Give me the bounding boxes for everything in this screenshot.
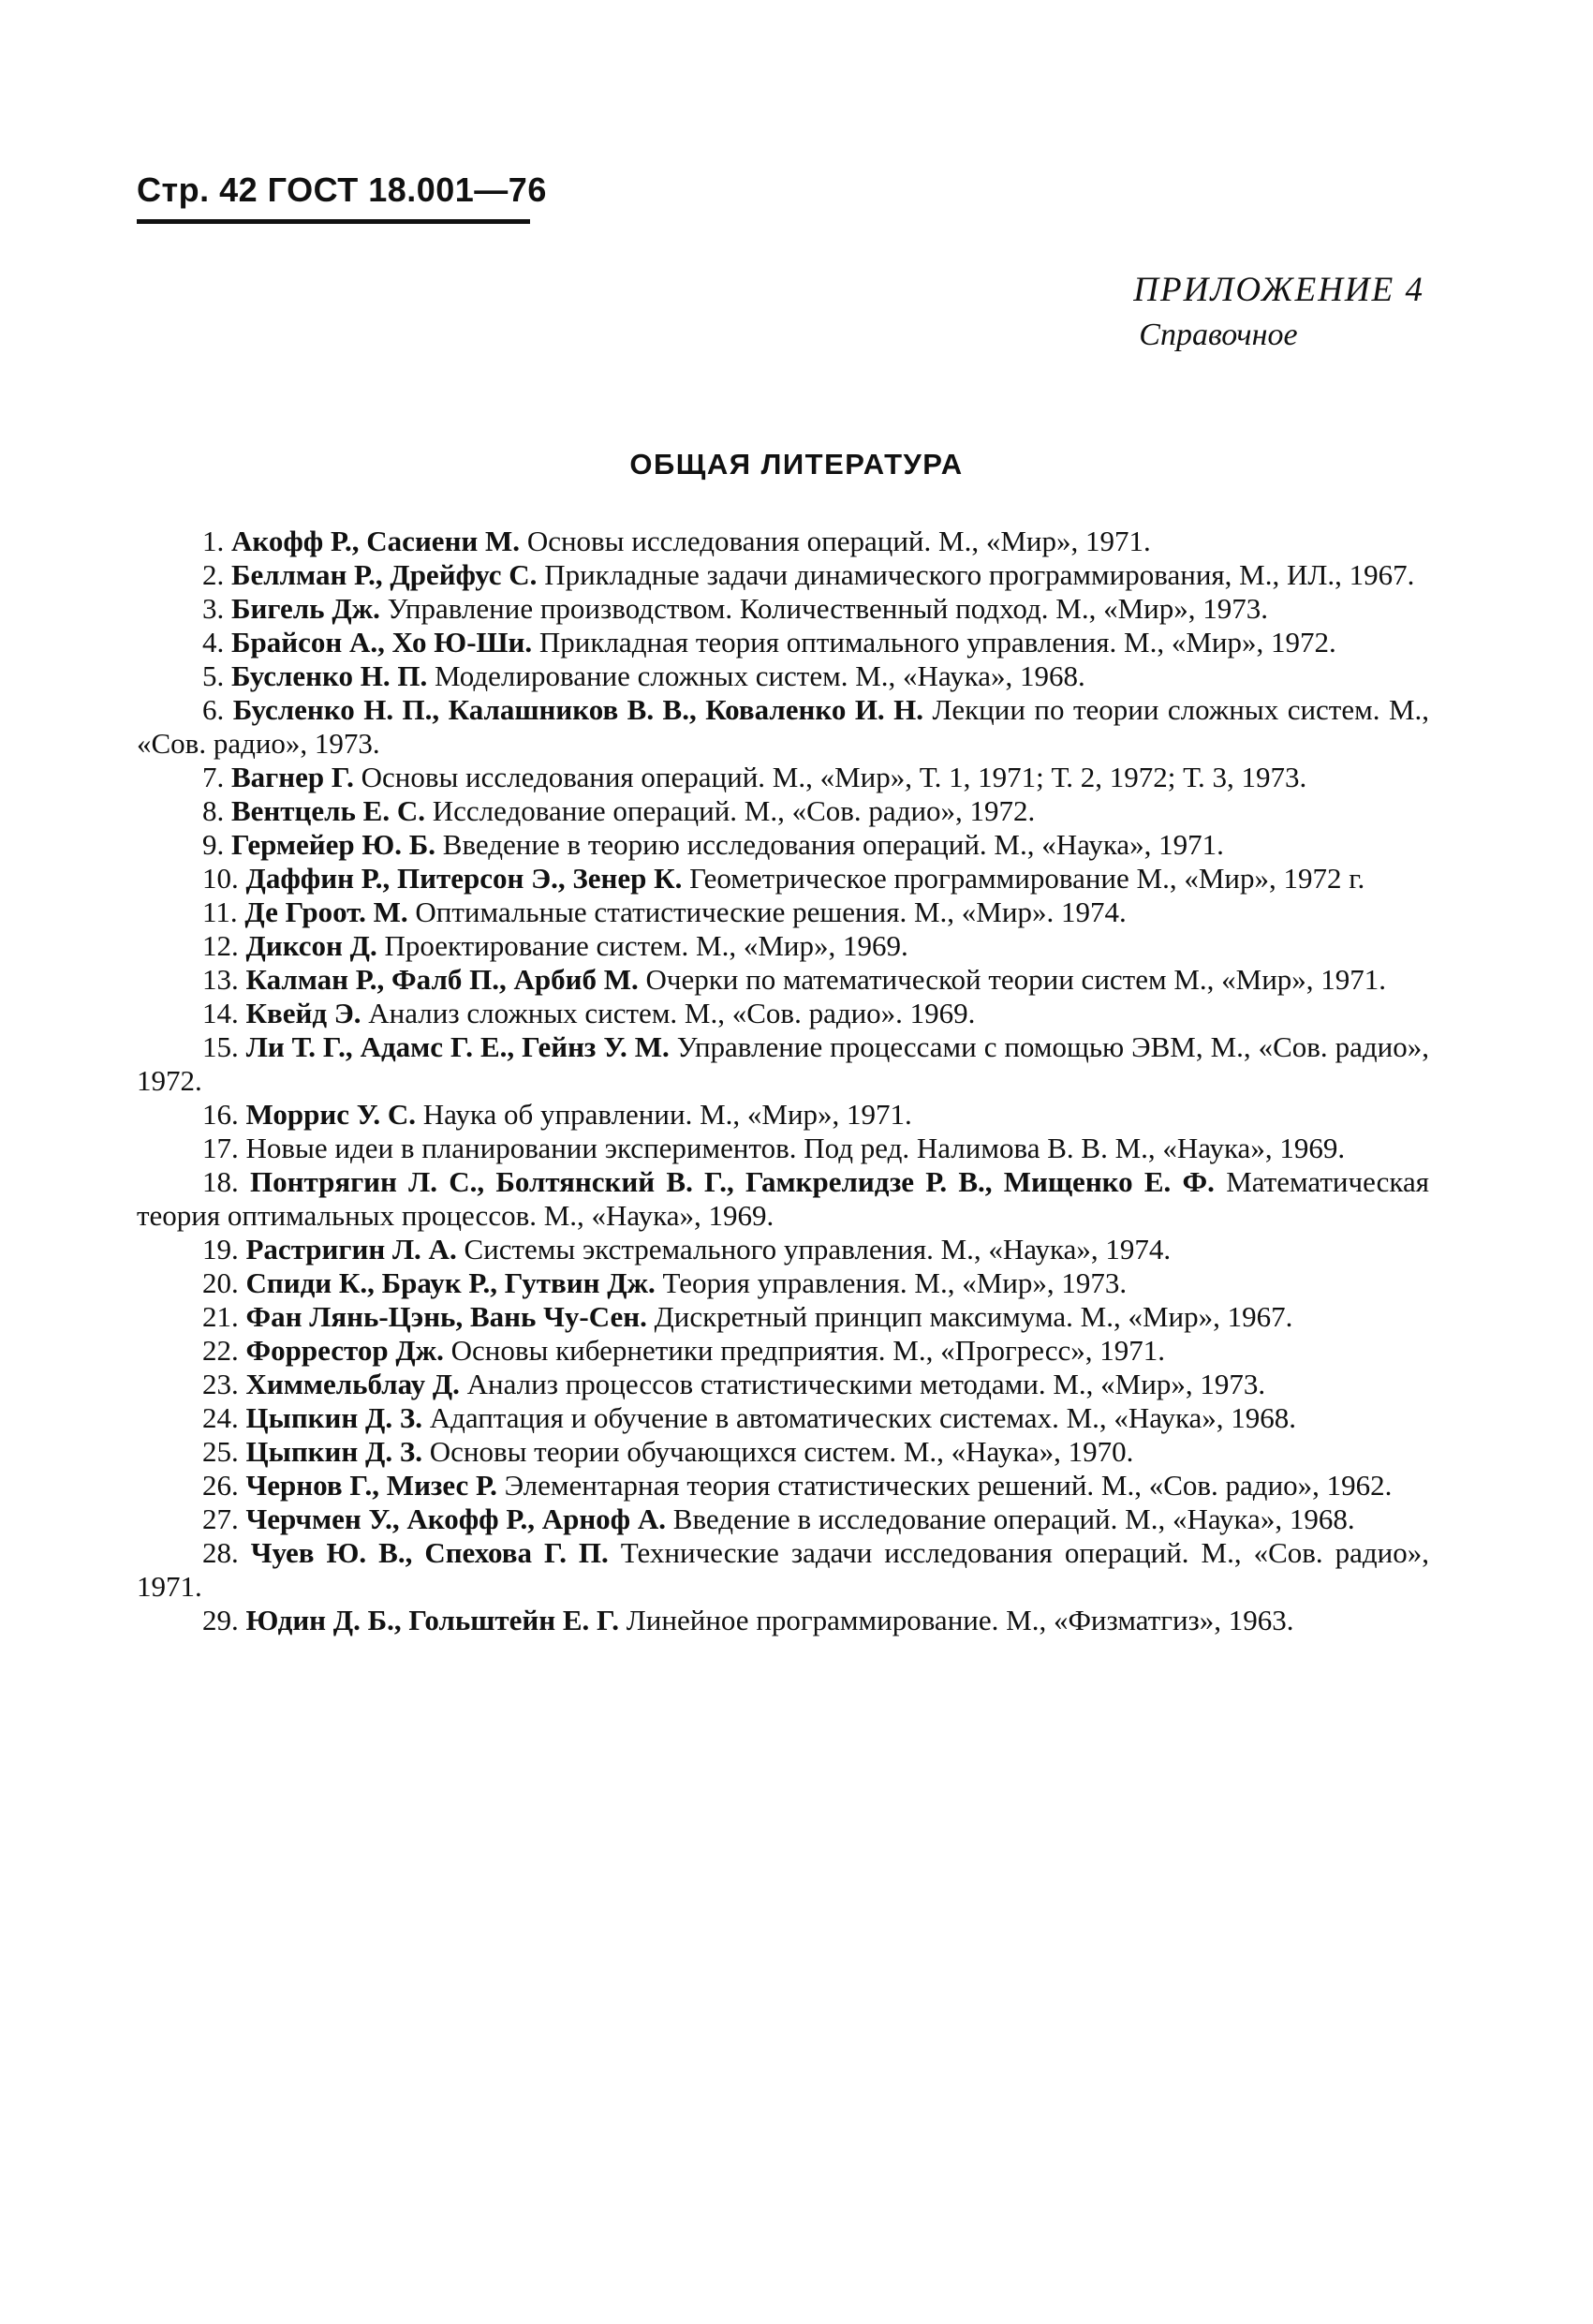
reference-item (137, 1536, 1429, 1604)
reference-item (137, 626, 1429, 659)
reference-item (137, 862, 1429, 896)
reference-text: Основы исследования операций. М., «Мир», 1971. (526, 525, 1151, 557)
reference-authors: Понтрягин Л. С., Болтянский В. Г., Гамкрелидзе Р. В., Мищенко Е. Ф. (250, 1165, 1215, 1198)
section-title: ОБЩАЯ ЛИТЕРАТУРА (629, 448, 964, 481)
reference-number: 15. (202, 1030, 239, 1063)
reference-item (137, 1604, 1429, 1637)
reference-number: 5. (202, 659, 225, 692)
reference-authors: Беллман Р., Дрейфус С. (231, 558, 538, 591)
reference-authors: Химмельблау Д. (245, 1368, 460, 1400)
reference-number: 7. (202, 761, 225, 793)
reference-number: 23. (202, 1368, 239, 1400)
reference-item (137, 1435, 1429, 1469)
reference-number: 29. (202, 1604, 239, 1636)
reference-authors: Вентцель Е. С. (231, 794, 425, 827)
reference-item (137, 1132, 1429, 1165)
reference-authors: Форрестор Дж. (245, 1334, 444, 1367)
reference-authors: Юдин Д. Б., Гольштейн Е. Г. (245, 1604, 620, 1636)
reference-number: 2. (202, 558, 225, 591)
reference-authors: Де Гроот. М. (244, 896, 408, 928)
reference-item (137, 1165, 1429, 1233)
reference-text: Наука об управлении. М., «Мир», 1971. (422, 1098, 912, 1131)
appendix-title: ПРИЛОЖЕНИЕ 4 (1133, 271, 1424, 309)
reference-item (137, 1098, 1429, 1132)
reference-text: Технические задачи исследования операций. М., «Сов. радио», 1971. (137, 1536, 1429, 1603)
reference-item (137, 828, 1429, 862)
reference-item (137, 1368, 1429, 1401)
reference-authors: Бусленко Н. П., Калашников В. В., Коваленко И. Н. (232, 693, 924, 726)
reference-text: Линейное программирование. М., «Физматгиз», 1963. (626, 1604, 1294, 1636)
reference-authors: Брайсон А., Хо Ю-Ши. (231, 626, 533, 659)
reference-text: Прикладные задачи динамического программирования, М., ИЛ., 1967. (544, 558, 1415, 591)
reference-text: Введение в исследование операций. М., «Наука», 1968. (672, 1502, 1355, 1535)
reference-number: 25. (202, 1435, 239, 1468)
reference-text: Основы исследования операций. М., «Мир», Т. 1, 1971; Т. 2, 1972; Т. 3, 1973. (361, 761, 1307, 793)
reference-number: 9. (202, 828, 225, 861)
reference-number: 10. (202, 862, 239, 895)
reference-item (137, 929, 1429, 963)
reference-number: 20. (202, 1266, 239, 1299)
reference-text: Системы экстремального управления. М., «Наука», 1974. (464, 1233, 1172, 1266)
reference-number: 3. (202, 592, 225, 625)
reference-text: Математическая теория оптимальных процессов. М., «Наука», 1969. (137, 1165, 1430, 1232)
reference-authors: Растригин Л. А. (245, 1233, 457, 1266)
reference-text: Адаптация и обучение в автоматических системах. М., «Наука», 1968. (429, 1401, 1297, 1434)
reference-authors: Спиди К., Браук Р., Гутвин Дж. (245, 1266, 656, 1299)
reference-authors: Акофф Р., Сасиени М. (231, 525, 521, 557)
reference-text: Прикладная теория оптимального управления. М., «Мир», 1972. (538, 626, 1336, 659)
reference-number: 8. (202, 794, 225, 827)
reference-text: Исследование операций. М., «Сов. радио», 1972. (432, 794, 1036, 827)
reference-text: Очерки по математической теории систем М., «Мир», 1971. (645, 963, 1387, 996)
reference-item (137, 761, 1429, 794)
reference-item (137, 592, 1429, 626)
reference-number: 28. (202, 1536, 239, 1569)
reference-number: 6. (202, 693, 225, 726)
reference-item (137, 1401, 1429, 1435)
appendix-subtitle: Справочное (1139, 318, 1298, 352)
reference-number: 11. (202, 896, 238, 928)
header-rule (137, 219, 530, 224)
reference-text: Введение в теорию исследования операций. М., «Наука», 1971. (442, 828, 1224, 861)
reference-item (137, 693, 1429, 761)
reference-number: 18. (202, 1165, 239, 1198)
reference-item (137, 1030, 1429, 1098)
reference-item (137, 558, 1429, 592)
reference-authors: Даффин Р., Питерсон Э., Зенер К. (245, 862, 683, 895)
reference-number: 26. (202, 1469, 239, 1502)
reference-text: Новые идеи в планировании экспериментов. Под ред. Налимова В. В. М., «Наука», 1969. (245, 1132, 1346, 1164)
reference-item (137, 1266, 1429, 1300)
reference-authors: Моррис У. С. (245, 1098, 417, 1131)
reference-text: Моделирование сложных систем. М., «Наука», 1968. (434, 659, 1085, 692)
reference-number: 14. (202, 997, 239, 1029)
reference-authors: Квейд Э. (245, 997, 361, 1029)
reference-text: Анализ процессов статистическими методами. М., «Мир», 1973. (466, 1368, 1266, 1400)
reference-number: 24. (202, 1401, 239, 1434)
reference-authors: Бусленко Н. П. (231, 659, 428, 692)
reference-authors: Вагнер Г. (231, 761, 354, 793)
reference-authors: Цыпкин Д. З. (245, 1435, 422, 1468)
reference-item (137, 1334, 1429, 1368)
reference-text: Дискретный принцип максимума. М., «Мир», 1967. (654, 1300, 1293, 1333)
reference-list (137, 525, 1429, 1637)
reference-text: Теория управления. М., «Мир», 1973. (662, 1266, 1128, 1299)
appendix-block (1133, 270, 1424, 353)
reference-authors: Диксон Д. (245, 929, 377, 962)
reference-number: 19. (202, 1233, 239, 1266)
reference-text: Проектирование систем. М., «Мир», 1969. (384, 929, 908, 962)
reference-authors: Чуев Ю. В., Спехова Г. П. (250, 1536, 609, 1569)
reference-text: Оптимальные статистические решения. М., «Мир». 1974. (415, 896, 1127, 928)
reference-item (137, 525, 1429, 558)
reference-item (137, 794, 1429, 828)
reference-number: 16. (202, 1098, 239, 1131)
reference-item (137, 1233, 1429, 1266)
reference-authors: Черчмен У., Акофф Р., Арноф А. (245, 1502, 667, 1535)
reference-item (137, 1469, 1429, 1502)
reference-item (137, 1300, 1429, 1334)
reference-authors: Гермейер Ю. Б. (231, 828, 436, 861)
reference-item (137, 896, 1429, 929)
reference-authors: Ли Т. Г., Адамс Г. Е., Гейнз У. М. (245, 1030, 670, 1063)
reference-number: 17. (202, 1132, 239, 1164)
reference-text: Управление процессами с помощью ЭВМ, М., «Сов. радио», 1972. (137, 1030, 1429, 1097)
reference-text: Анализ сложных систем. М., «Сов. радио». 1969. (368, 997, 976, 1029)
reference-authors: Чернов Г., Мизес Р. (245, 1469, 497, 1502)
reference-number: 21. (202, 1300, 239, 1333)
reference-authors: Фан Лянь-Цэнь, Вань Чу-Сен. (245, 1300, 647, 1333)
reference-number: 27. (202, 1502, 239, 1535)
reference-text: Основы кибернетики предприятия. М., «Прогресс», 1971. (450, 1334, 1166, 1367)
reference-item (137, 997, 1429, 1030)
reference-item (137, 659, 1429, 693)
reference-item (137, 963, 1429, 997)
reference-text: Элементарная теория статистических решений. М., «Сов. радио», 1962. (504, 1469, 1393, 1502)
reference-number: 12. (202, 929, 239, 962)
page-header: Стр. 42 ГОСТ 18.001—76 (137, 170, 547, 209)
reference-authors: Цыпкин Д. З. (245, 1401, 422, 1434)
reference-authors: Бигель Дж. (231, 592, 380, 625)
reference-number: 1. (202, 525, 225, 557)
reference-number: 4. (202, 626, 225, 659)
reference-number: 22. (202, 1334, 239, 1367)
reference-authors: Калман Р., Фалб П., Арбиб М. (245, 963, 639, 996)
reference-text: Управление производством. Количественный подход. М., «Мир», 1973. (387, 592, 1268, 625)
reference-item (137, 1502, 1429, 1536)
reference-text: Лекции по теории сложных систем. М., «Сов. радио», 1973. (137, 693, 1430, 760)
reference-number: 13. (202, 963, 239, 996)
reference-text: Геометрическое программирование М., «Мир», 1972 г. (689, 862, 1365, 895)
reference-text: Основы теории обучающихся систем. М., «Наука», 1970. (429, 1435, 1134, 1468)
